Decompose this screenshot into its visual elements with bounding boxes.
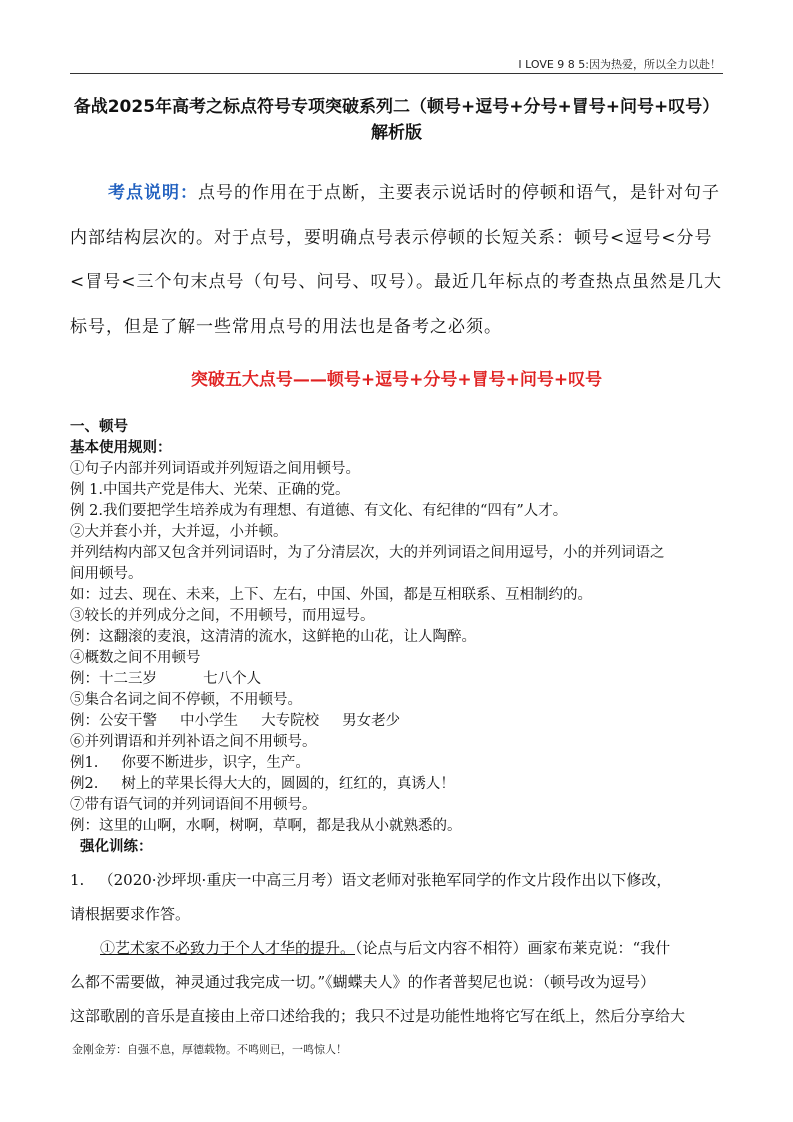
rule-line: ⑥并列谓语和并列补语之间不用顿号。 [70, 734, 317, 750]
intro-paragraph [70, 171, 723, 349]
part1-body [70, 417, 723, 858]
exercise-line: 这部歌剧的音乐是直接由上帝口述给我的；我只不过是功能性地将它写在纸上，然后分享给大 [70, 1007, 686, 1025]
rules-label: 基本使用规则： [70, 440, 172, 456]
rule-line: 例 1.中国共产党是伟大、光荣、正确的党。 [70, 482, 350, 498]
exercise-text: （论点与后文内容不相符）画家布莱克说：“我什 [355, 939, 671, 957]
training-label: 强化训练： [80, 839, 153, 855]
rule-line: 例：公安干警 中小学生 大专院校 男女老少 [70, 713, 401, 729]
rule-line: 并列结构内部又包含并列词语时，为了分清层次，大的并列词语之间用逗号，小的并列词语之 [70, 545, 665, 561]
intro-text: 点号的作用在于点断，主要表示说话时的停顿和语气，是针对句子内部结构层次的。对于点号，要明确点号表示停顿的长短关系：顿号<逗号<分号<冒号<三个句末点号（句号、问号、叹号）。最近几年标点的考查热点虽然是几大标号，但是了解一些常用点号的用法也是备考之必须。 [70, 183, 722, 337]
rule-line: ⑦带有语气词的并列词语间不用顿号。 [70, 797, 317, 813]
rule-line: 例1. 你要不断进步，识字，生产。 [70, 755, 310, 771]
footer-slogan: 金刚金芳：自强不息，厚德载物。不鸣则已，一鸣惊人！ [72, 1043, 347, 1056]
intro-label: 考点说明： [108, 183, 198, 203]
title-line-1: 备战2025年高考之标点符号专项突破系列二（顿号+逗号+分号+冒号+问号+叹号） [73, 97, 720, 117]
title-line-2: 解析版 [371, 123, 422, 143]
rule-line: ③较长的并列成分之间，不用顿号，而用逗号。 [70, 608, 375, 624]
rule-line: ①句子内部并列词语或并列短语之间用顿号。 [70, 461, 360, 477]
training-exercise [70, 863, 723, 1033]
rule-line: 间用顿号。 [70, 566, 143, 582]
document-title [70, 94, 723, 146]
rule-line: ④概数之间不用顿号 [70, 650, 201, 666]
exercise-line: 请根据要求作答。 [70, 905, 191, 923]
exercise-line: 1. （2020·沙坪坝·重庆一中高三月考）语文老师对张艳军同学的作文片段作出以下修改， [70, 871, 672, 889]
rule-line: 如：过去、现在、未来，上下、左右，中国、外国，都是互相联系、互相制约的。 [70, 587, 592, 603]
part1-heading: 一、顿号 [70, 419, 128, 435]
rule-line: 例：这里的山啊，水啊，树啊，草啊，都是我从小就熟悉的。 [70, 818, 462, 834]
exercise-line: 么都不需要做，神灵通过我完成一切。”《蝴蝶夫人》的作者普契尼也说：（顿号改为逗号） [70, 973, 656, 991]
section-heading: 突破五大点号——顿号+逗号+分号+冒号+问号+叹号 [190, 370, 603, 390]
exercise-paragraph [70, 931, 723, 965]
rule-line: 例：十二三岁 七八个人 [70, 671, 262, 687]
rule-line: ⑤集合名词之间不停顿，不用顿号。 [70, 692, 302, 708]
underlined-sentence: ①艺术家不必致力于个人才华的提升。 [100, 939, 356, 957]
header-slogan: I LOVE 9 8 5:因为热爱，所以全力以赴！ [518, 58, 721, 71]
rule-line: 例 2.我们要把学生培养成为有理想、有道德、有文化、有纪律的“四有”人才。 [70, 503, 568, 519]
header-divider [70, 73, 723, 74]
rule-line: 例2. 树上的苹果长得大大的，圆圆的，红红的，真诱人！ [70, 776, 455, 792]
rule-line: 例：这翻滚的麦浪，这清清的流水，这鲜艳的山花，让人陶醉。 [70, 629, 476, 645]
rule-line: ②大并套小并，大并逗，小并顿。 [70, 524, 288, 540]
